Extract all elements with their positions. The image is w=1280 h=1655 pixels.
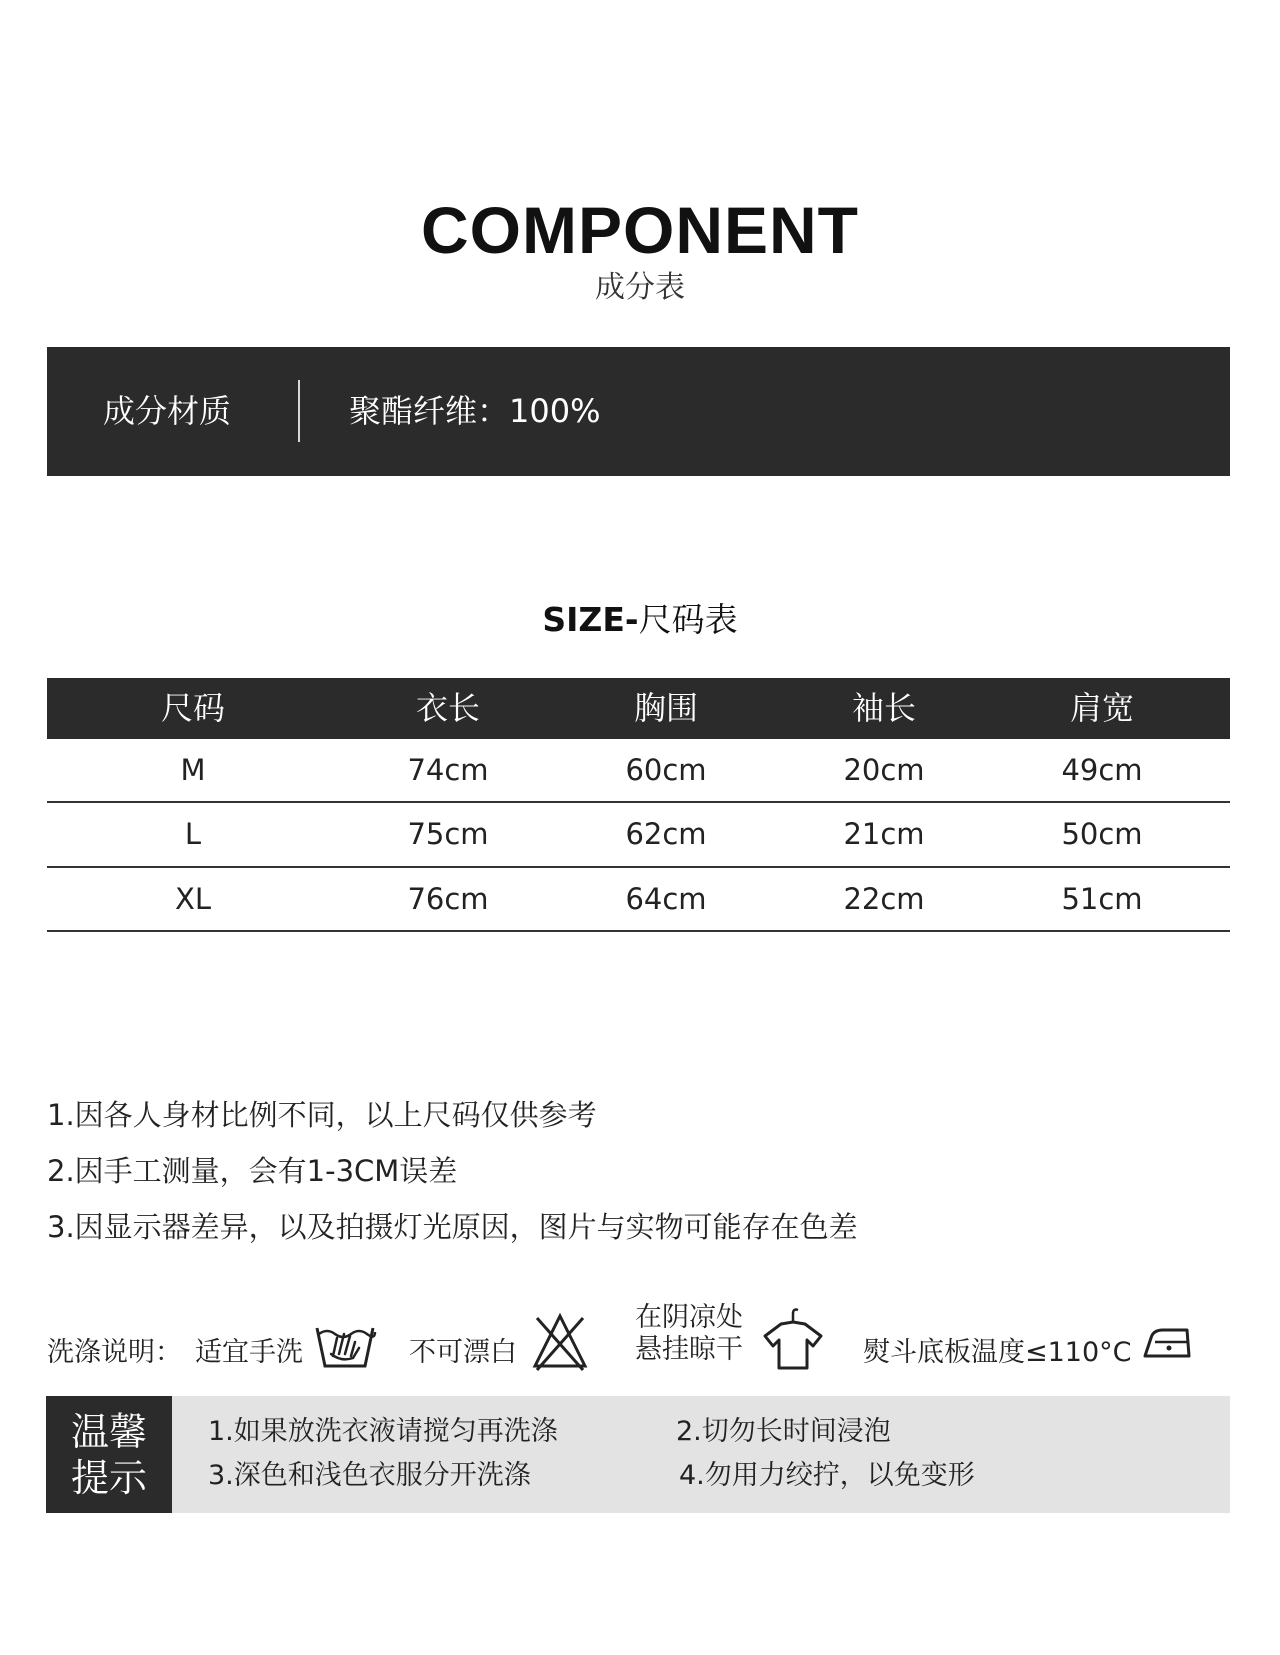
table-cell: L [184,817,202,851]
table-cell: 21cm [843,817,925,851]
table-row [47,739,1230,803]
washing-label: 洗涤说明： [47,1337,182,1368]
table-cell: 75cm [407,817,489,851]
table-cell: 20cm [843,753,925,787]
table-cell: 51cm [1061,882,1143,916]
note-item: 2.因手工测量，会有1-3CM误差 [47,1154,458,1188]
iron-icon [1141,1322,1197,1362]
tip-item: 4.勿用力绞拧，以免变形 [679,1460,975,1491]
header-sleeve: 袖长 [851,689,916,727]
size-chart-title [0,598,1280,642]
header-size: 尺码 [160,689,225,727]
tips-label-line1: 温馨 [70,1409,147,1454]
no-bleach-icon [531,1312,589,1372]
table-cell: 49cm [1061,753,1143,787]
hang-dry-text-line2: 悬挂晾干 [635,1334,743,1365]
component-subtitle: 成分表 [595,270,685,305]
table-row [47,868,1230,932]
note-item: 3.因显示器差异，以及拍摄灯光原因，图片与实物可能存在色差 [47,1210,858,1244]
header-chest: 胸围 [633,689,698,727]
no-bleach-text: 不可漂白 [409,1337,517,1368]
washing-instructions [47,1304,1230,1384]
tips-label [46,1396,172,1513]
hang-dry-icon [761,1306,825,1372]
tip-item: 2.切勿长时间浸泡 [676,1416,891,1447]
table-cell: 74cm [407,753,489,787]
table-row [47,803,1230,868]
table-cell: 22cm [843,882,925,916]
hang-dry-text-line1: 在阴凉处 [635,1302,743,1333]
composition-label: 成分材质 [103,392,232,430]
size-title-en: SIZE- [542,600,639,639]
hand-wash-icon [313,1314,377,1372]
header-shoulder: 肩宽 [1069,689,1134,727]
tip-item: 3.深色和浅色衣服分开洗涤 [208,1460,531,1491]
iron-text: 熨斗底板温度≤110°C [863,1337,1132,1368]
tips-box [46,1396,1230,1513]
component-title: COMPONENT [421,193,859,267]
table-cell: XL [174,882,212,916]
table-cell: 60cm [625,753,707,787]
hand-wash-text: 适宜手洗 [195,1337,303,1368]
tips-label-line2: 提示 [70,1455,147,1500]
table-cell: 76cm [407,882,489,916]
table-cell: M [180,753,206,787]
table-cell: 62cm [625,817,707,851]
table-cell: 50cm [1061,817,1143,851]
composition-divider [298,380,300,442]
note-item: 1.因各人身材比例不同，以上尺码仅供参考 [47,1098,597,1132]
size-title-cn: 尺码表 [638,600,738,639]
header-length: 衣长 [415,689,480,727]
size-table [47,678,1230,932]
size-notes [47,1087,858,1255]
size-table-header [47,678,1230,739]
table-cell: 64cm [625,882,707,916]
composition-bar [47,347,1230,476]
tip-item: 1.如果放洗衣液请搅匀再洗涤 [208,1416,558,1447]
composition-value: 聚酯纤维：100% [349,392,601,430]
